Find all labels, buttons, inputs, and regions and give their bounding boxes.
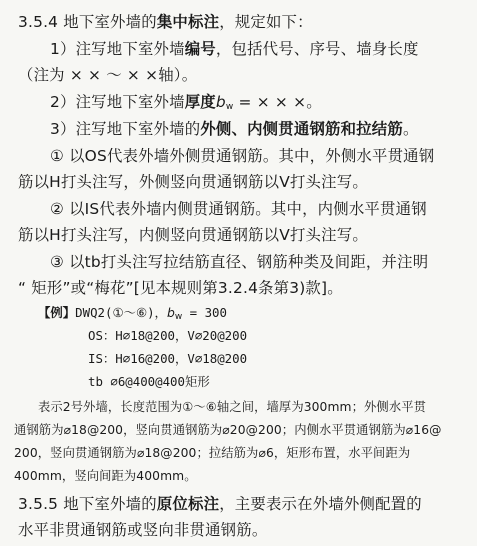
note-line-3: 200，竖向贯通钢筋为⌀18@200；拉结筋为⌀6，矩形布置，水平间距为 [14, 446, 411, 460]
section-number: 3.5.5 [18, 495, 59, 513]
bold-term: 外侧、内侧贯通钢筋和拉结筋 [200, 120, 403, 138]
example-line-is: IS：H⌀16@200，V⌀18@200 [88, 351, 248, 366]
section-3-5-4-heading: 3.5.4 地下室外墙的集中标注，规定如下： [18, 13, 313, 31]
clause-3-line-1: ③ 以tb打头注写拉结筋直径、钢筋种类及间距，并注明 [50, 253, 429, 271]
clause-2-line-1: ② 以IS代表外墙内侧贯通钢筋。其中，内侧水平贯通钢 [50, 200, 427, 218]
clause-3-line-2: “ 矩形”或“梅花”[见本规则第3.2.4条第3)款]。 [18, 279, 343, 297]
section-3-5-5-heading: 3.5.5 地下室外墙的原位标注，主要表示在外墙外侧配置的 [18, 495, 422, 513]
example-line-os: OS：H⌀18@200，V⌀20@200 [88, 328, 248, 343]
note-line-1: 表示2号外墙，长度范围为①～⑥轴之间，墙厚为300mm；外侧水平贯 [38, 400, 427, 414]
section-number: 3.5.4 [18, 13, 59, 31]
bold-term: 厚度 [184, 93, 216, 111]
item-3: 3）注写地下室外墙的外侧、内侧贯通钢筋和拉结筋。 [50, 120, 419, 138]
item-1-line-2: （注为 × × ～ × ×轴）。 [18, 66, 198, 84]
bold-term: 集中标注 [156, 13, 220, 31]
item-1-line-1: 1）注写地下室外墙编号，包括代号、序号、墙身长度 [50, 40, 419, 58]
section-3-5-5-line-2: 水平非贯通钢筋或竖向非贯通钢筋。 [18, 521, 268, 539]
example-tag: 【例】 [38, 305, 76, 320]
bold-term: 编号 [184, 40, 216, 58]
bold-term: 原位标注 [156, 495, 220, 513]
item-2: 2）注写地下室外墙厚度$b_w$ = × × ×。 [50, 93, 322, 112]
example-line-1: 【例】DWQ2(①～⑥)，$b_w = 300$ [38, 305, 227, 322]
clause-1-line-2: 筋以H打头注写，外侧竖向贯通钢筋以V打头注写。 [18, 173, 368, 191]
note-line-2: 通钢筋为⌀18@200，竖向贯通钢筋为⌀20@200；内侧水平贯通钢筋为⌀16@ [14, 423, 442, 437]
note-line-4: 400mm，竖向间距为400mm。 [14, 469, 197, 483]
example-line-tb: tb ⌀6@400@400矩形 [88, 374, 210, 389]
clause-2-line-2: 筋以H打头注写，内侧竖向贯通钢筋以V打头注写。 [18, 226, 368, 244]
clause-1-line-1: ① 以OS代表外墙外侧贯通钢筋。其中，外侧水平贯通钢 [50, 147, 435, 165]
